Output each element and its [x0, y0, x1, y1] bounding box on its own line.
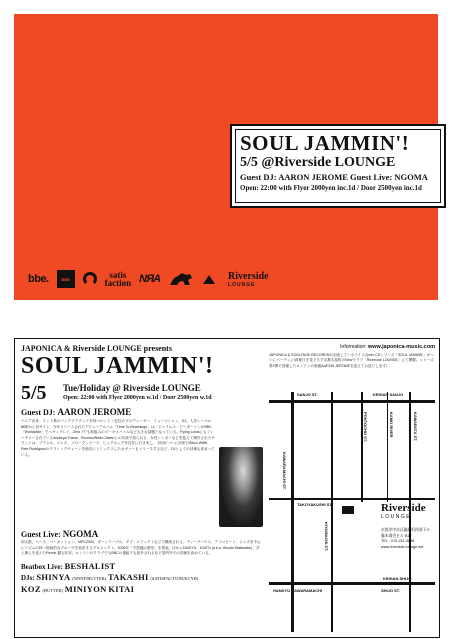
- map-label-shijo: SHIJO ST.: [381, 588, 400, 593]
- guest-dj-label: Guest DJ:: [21, 408, 58, 417]
- dj-name: KOZ: [21, 583, 41, 594]
- back-right-column: [269, 344, 435, 634]
- map-label-kawaramachi: KAWARAMACHI ST.: [282, 452, 287, 490]
- venue-tel: TEL : 075-211-4898: [381, 539, 415, 543]
- guest-live-label: Guest Live:: [21, 530, 63, 539]
- door-price-line: Open: 22:00 with Flyer 2000yen w.1d / Door 2500yen w.1d: [63, 395, 212, 401]
- front-open-info: Open: 22:00 with Flyer 2000yen inc.1d / Door 2500yen inc.1d: [240, 184, 422, 192]
- djs-label: DJs:: [21, 573, 37, 582]
- back-left-column: [21, 344, 263, 634]
- nra-logo: NЯA: [139, 273, 161, 285]
- map-label-hankyu: HANKYU KAWARAMACHI: [273, 588, 323, 593]
- front-guests: Guest DJ: AARON JEROME Guest Live: NGOMA: [240, 172, 428, 182]
- address-line-2: 藤本商会ビル B1F: [381, 533, 412, 538]
- map-label-sanjo: SANJO ST.: [297, 392, 318, 397]
- address-line-1: 京都市中京区鍋屋町四条下ル: [381, 528, 431, 532]
- bbe-box-logo-text: BBE: [61, 276, 70, 282]
- flyer-back: [14, 338, 440, 638]
- map-label-kiyamachi: KIYAMACHI ST.: [324, 522, 329, 552]
- map-road-kamo-river: [387, 392, 388, 502]
- dj-name: KITAI: [108, 583, 135, 594]
- dj-name: TAKASHI: [107, 571, 149, 582]
- beatbox-row: [21, 561, 263, 572]
- date-row: [21, 383, 263, 405]
- venue-web[interactable]: www.riverside-lounge.net: [381, 544, 424, 549]
- dj-affiliation: (NNNF/BUTTER): [72, 575, 107, 581]
- map-road-kawaramachi: [291, 392, 294, 632]
- dj-affiliation: (SATISFACTION/KCYB): [150, 575, 199, 581]
- djs-row-2: [21, 584, 263, 596]
- map-label-keihan-sanjo: KEIHAN SANJO: [373, 392, 404, 397]
- information-label: Information:: [340, 344, 368, 350]
- flyer-front: [14, 14, 438, 300]
- front-title-card: [230, 124, 446, 208]
- arch-logo-icon: [83, 272, 97, 286]
- triangle-logo-icon: [202, 273, 216, 285]
- front-date-venue: 5/5 @Riverside LOUNGE: [240, 155, 396, 170]
- map-venue-name: Riverside: [381, 502, 426, 514]
- date-venue-line: Tue/Holiday @ Riverside LOUNGE: [63, 383, 201, 393]
- map-label-kamo-river: KAMO RIVER: [389, 412, 394, 438]
- satisfaction-logo-line-2: faction: [104, 278, 132, 288]
- information-url[interactable]: www.japonica-music.com: [367, 344, 435, 350]
- bbe-logo: bbe.: [28, 273, 49, 285]
- guest-dj-photo: [219, 447, 263, 527]
- beatbox-name: BESHALIST: [64, 560, 116, 571]
- riverside-lounge-logo: [228, 271, 269, 288]
- back-event-title: SOUL JAMMIN'!: [21, 353, 214, 379]
- lion-logo-icon: [168, 270, 194, 288]
- venue-map: [269, 392, 435, 632]
- riverside-logo-line-2: LOUNGE: [228, 281, 256, 288]
- event-date: 5/5: [21, 382, 47, 404]
- venue-address: [381, 528, 430, 550]
- guest-live-name: NGOMA: [62, 529, 99, 539]
- map-label-kawabata: KAWABATA ST.: [413, 412, 418, 442]
- guest-dj-name: AARON JEROME: [57, 407, 132, 417]
- map-road-pontocho: [361, 392, 363, 502]
- map-road-kiyamachi: [331, 392, 333, 632]
- satisfaction-logo: [105, 271, 132, 287]
- riverside-logo-line-1: Riverside: [228, 270, 269, 282]
- guest-live-bio: 和太鼓、ベース、パーカッション、MPC2000、ターンテーブル、ダブ・エフェクトなどで構成される、ディープハウス、アフロビート、ジャズを中心にリズムの持つ原始的なグルーヴを追求するプロジェクト。2005年「不思議の歴史」を発表。ほかにDAIKYU、KAITO (a.k.a. Hiroshi Watanabe)、井上薫らを迎えたRemix 盤も好評。ロンドンのクラブでもBBCの番組でも紹介されるなど国内外での評価を高めている。: [21, 540, 261, 556]
- lineup: [21, 561, 263, 596]
- guest-dj-bio: ナニア出身、インド系のバックグラウンドを持つロンドン在住のプロデューサー、ミュージシャン、DJ。人気レーベルBBEから初サイン、今年リリースされたデビューアルバム「Time To Rearrange」は、ジャイルス・ピーターソンがBBC「Worldwide」でヘヴィプレイ、Zero 7でも取組みのツーキャバトルなど大きな話題となっている。Flying LotusにもフィーチャーされているAndreya Triana、Bonobo/Nikki Citizenとの共演で知られる、女性シンガーなどを迎えて制作されたサウンドは、ブラジル、ジャズ、ブロークンビーツ、ヒップホップを自在に行き来し、今回がついに初来日!Nicci Willis、Pete Rodriguezのクラシックチューンを独自にリミックスしたカヴァーもリリースするなど、DJとしての評価も高まっている。: [21, 419, 215, 457]
- map-label-pontocho: PONTOCHO ST.: [363, 412, 368, 442]
- beatbox-label: Beatbox Live:: [21, 562, 65, 571]
- front-event-title: SOUL JAMMIN'!: [240, 131, 410, 155]
- date-info: [63, 383, 212, 402]
- map-venue-logo: [381, 502, 426, 520]
- map-venue-subname: LOUNGE: [381, 514, 412, 520]
- dj-affiliation: (BUTTER): [42, 587, 64, 593]
- map-label-keihan-shijo: KEIHAN SHIJO: [383, 576, 412, 581]
- map-label-takoyakushi: TAKOYAKUSHI ST.: [297, 502, 333, 507]
- information-line: [269, 344, 435, 351]
- satisfaction-logo-line-1: satis: [109, 270, 127, 280]
- bbe-box-logo: [57, 270, 75, 288]
- guest-live-heading: [21, 529, 263, 540]
- djs-row-1: [21, 572, 263, 584]
- venue-marker: [342, 506, 354, 514]
- dj-name: SHINYA: [36, 571, 71, 582]
- event-description: JAPONICA & SOULTAGE RECORDSが企画しているナイスなmix CDシリーズ「SOUL JAMMIN'」がついにパーティに!真夏日を見下ろす京都木屋町のNewクラブ「Riverside LOUNGE」にて開催。シリーズ第2弾で登場したロンドンの新鋭AARON JEROMEを迎えてお送りします!: [269, 353, 434, 368]
- dj-name: MINIYON: [64, 583, 107, 594]
- sponsor-logo-row: [28, 266, 278, 292]
- guest-dj-block: [21, 419, 263, 527]
- guest-dj-heading: [21, 407, 263, 418]
- presents-line: JAPONICA & Riverside LOUNGE presents: [21, 344, 172, 353]
